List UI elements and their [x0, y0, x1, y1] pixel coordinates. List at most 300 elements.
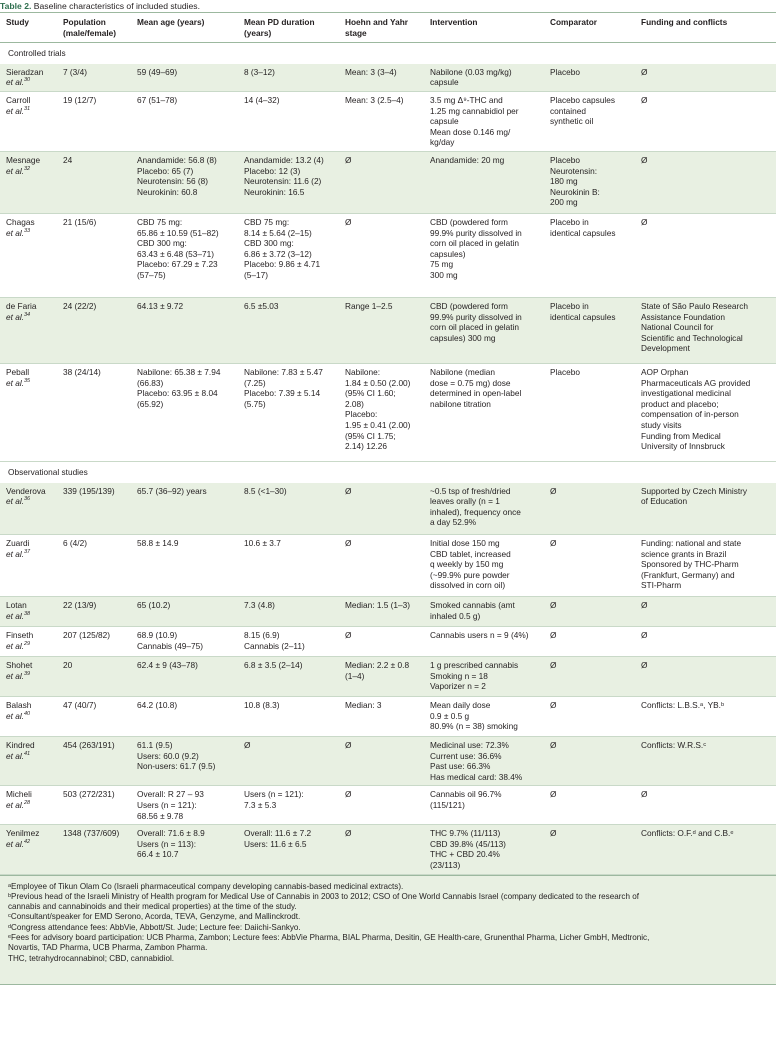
table-cell	[424, 825, 544, 874]
cell-line: 3.5 mg Δ⁹-THC and	[430, 94, 503, 105]
cell-line: 20	[63, 660, 73, 671]
cell-line: synthetic oil	[550, 116, 594, 127]
reference-number: 31	[24, 105, 31, 112]
cell-line: 207 (125/82)	[63, 630, 111, 641]
etal-text: et al.	[6, 610, 24, 621]
reference-number: 33	[24, 227, 31, 234]
cell-line: 24 (22/2)	[63, 300, 97, 311]
reference-number: 35	[24, 377, 31, 384]
cell-line: 14 (4–32)	[244, 94, 280, 105]
header-row	[0, 13, 776, 43]
cell-line: Ø	[244, 740, 251, 751]
cell-line: Ø	[345, 154, 352, 165]
table-cell	[339, 786, 424, 825]
table-cell	[131, 64, 238, 92]
cell-line: Ø	[641, 154, 648, 165]
table-cell	[635, 597, 776, 627]
table-cell	[238, 825, 339, 874]
col-header: Comparator	[544, 13, 635, 43]
study-cell	[0, 483, 57, 535]
reference-number: 28	[24, 800, 31, 807]
cell-line: Mean dose 0.146 mg/	[430, 126, 511, 137]
cell-line: Sponsored by THC-Pharm	[641, 559, 739, 570]
etal-text: et al.	[6, 800, 24, 811]
cell-line: 62.4 ± 9 (43–78)	[137, 660, 198, 671]
cell-line: THC 9.7% (11/113)	[430, 828, 501, 839]
cell-line: 1.25 mg cannabidiol per	[430, 105, 519, 116]
table-cell	[635, 535, 776, 597]
etal-text: et al.	[6, 227, 24, 238]
study-cell	[0, 627, 57, 657]
cell-line: compensation of in-person	[641, 409, 739, 420]
cell-line: Cannabis (49–75)	[137, 640, 203, 651]
cell-line: 8.5 (<1–30)	[244, 485, 287, 496]
table-cell	[131, 786, 238, 825]
cell-line: Cannabis oil 96.7%	[430, 789, 502, 800]
col-header: Funding and conflicts	[635, 13, 776, 43]
cell-line: Assistance Foundation	[641, 311, 725, 322]
cell-line: Ø	[345, 740, 352, 751]
etal-text: et al.	[6, 838, 24, 849]
cell-line: 65 (10.2)	[137, 600, 171, 611]
table-cell	[131, 297, 238, 363]
cell-line: Anandamide: 20 mg	[430, 154, 505, 165]
cell-line: 66.4 ± 10.7	[137, 849, 179, 860]
section-title: Controlled trials	[8, 48, 66, 59]
table-cell	[57, 697, 131, 737]
table-cell	[131, 627, 238, 657]
reference-number: 42	[24, 839, 31, 846]
table-row	[0, 786, 776, 825]
col-header: Hoehn and Yahr stage	[339, 13, 424, 43]
cell-line: 6.8 ± 3.5 (2–14)	[244, 660, 303, 671]
cell-line: dose = 0.75 mg) dose	[430, 377, 511, 388]
table-cell	[544, 64, 635, 92]
cell-line: Users: 11.6 ± 6.5	[244, 838, 307, 849]
cell-line: identical capsules	[550, 227, 616, 238]
cell-line: 1.95 ± 0.41 (2.00)	[345, 419, 411, 430]
cell-line: Supported by Czech Ministry	[641, 485, 748, 496]
study-name: Zuardi	[6, 538, 30, 549]
table-footnotes	[0, 875, 776, 985]
table-cell	[424, 535, 544, 597]
cell-line: capsule	[430, 116, 459, 127]
table-cell	[238, 597, 339, 627]
cell-line: Ø	[345, 485, 352, 496]
study-etal	[6, 711, 51, 722]
table-cell	[238, 535, 339, 597]
table-cell	[544, 213, 635, 297]
cell-line: Neurokinin: 16.5	[244, 186, 305, 197]
col-header: Study	[0, 13, 57, 43]
cell-line: Users: 60.0 (9.2)	[137, 750, 199, 761]
cell-line: dissolved in corn oil)	[430, 580, 506, 591]
col-header: Mean PD duration (years)	[238, 13, 339, 43]
section-title: Observational studies	[8, 466, 88, 477]
cell-line: Ø	[345, 216, 352, 227]
cell-line: capsules) 300 mg	[430, 332, 496, 343]
cell-line: ~0.5 tsp of fresh/dried	[430, 485, 511, 496]
table-cell	[544, 363, 635, 461]
cell-line: (23/113)	[430, 860, 461, 870]
table-cell	[238, 483, 339, 535]
table-row	[0, 363, 776, 461]
cell-line: Placebo capsules	[550, 94, 616, 105]
etal-text: et al.	[6, 750, 24, 761]
table-cell	[635, 483, 776, 535]
reference-number: 36	[24, 496, 31, 503]
cell-line: Cannabis (2–11)	[244, 640, 305, 651]
table-cell	[238, 363, 339, 461]
study-etal	[6, 751, 51, 762]
reference-number: 37	[24, 548, 31, 555]
study-name: Balash	[6, 700, 32, 711]
table-caption	[0, 0, 776, 12]
cell-line: CBD 300 mg:	[244, 238, 294, 249]
cell-line: 75 mg	[430, 259, 454, 270]
cell-line: Users (n = 121):	[244, 789, 304, 800]
cell-line: Ø	[550, 630, 557, 641]
cell-line: 503 (272/231)	[63, 789, 115, 800]
table-cell	[57, 825, 131, 874]
cell-line: 7.3 ± 5.3	[244, 800, 277, 811]
cell-line: (65.92)	[137, 398, 164, 409]
table-cell	[424, 597, 544, 627]
table-cell	[339, 825, 424, 874]
cell-line: Nabilone: 65.38 ± 7.94	[137, 366, 221, 377]
table-cell	[544, 151, 635, 213]
study-cell	[0, 535, 57, 597]
table-cell	[635, 91, 776, 151]
cell-line: Median: 2.2 ± 0.8	[345, 660, 410, 671]
study-etal	[6, 166, 51, 177]
study-cell	[0, 213, 57, 297]
table-cell	[635, 697, 776, 737]
cell-line: 67 (51–78)	[137, 94, 178, 105]
footnote: cannabis and cannabinoids and their medical properties) at the time of the study.	[8, 902, 297, 912]
table-cell	[131, 535, 238, 597]
cell-line: Placebo in	[550, 300, 589, 311]
study-name: Kindred	[6, 740, 35, 751]
cell-line: Ø	[641, 789, 648, 800]
study-cell	[0, 737, 57, 786]
cell-line: q weekly by 150 mg	[430, 559, 504, 570]
cell-line: contained	[550, 105, 586, 116]
reference-number: 32	[24, 165, 31, 172]
cell-line: Conflicts: O.F.ᵈ and C.B.ᵉ	[641, 828, 734, 839]
cell-line: 80.9% (n = 38) smoking	[430, 721, 518, 732]
table-cell	[57, 91, 131, 151]
etal-text: et al.	[6, 710, 24, 721]
footnote: ᵃEmployee of Tikun Olam Co (Israeli pharmaceutical company developing cannabis-based medicinal extracts).	[8, 881, 404, 891]
cell-line: Ø	[550, 700, 557, 711]
cell-line: Range 1–2.5	[345, 300, 393, 311]
table-cell	[131, 657, 238, 697]
cell-line: Conflicts: W.R.S.ᶜ	[641, 740, 707, 751]
cell-line: 99.9% purity dissolved in	[430, 227, 522, 238]
study-name: de Faria	[6, 300, 37, 311]
study-cell	[0, 786, 57, 825]
table-body	[0, 43, 776, 874]
cell-line: identical capsules	[550, 311, 616, 322]
table-cell	[635, 737, 776, 786]
table-cell	[635, 64, 776, 92]
study-etal	[6, 800, 51, 811]
table-cell	[339, 151, 424, 213]
cell-line: Ø	[641, 94, 648, 105]
table-cell	[131, 91, 238, 151]
table-cell	[131, 151, 238, 213]
cell-line: Nabilone (median	[430, 366, 496, 377]
cell-line: Overall: 11.6 ± 7.2	[244, 828, 312, 839]
table-cell	[238, 91, 339, 151]
cell-line: 2.14) 12.26	[345, 441, 387, 452]
table-cell	[131, 213, 238, 297]
cell-line: (115/121)	[430, 800, 465, 811]
cell-line: STI-Pharm	[641, 580, 682, 591]
etal-text: et al.	[6, 548, 24, 559]
table-row	[0, 297, 776, 363]
study-name: Shohet	[6, 660, 33, 671]
cell-line: Neurotensin:	[550, 165, 598, 176]
cell-line: Ø	[345, 630, 352, 641]
cell-line: 180 mg	[550, 176, 578, 187]
etal-text: et al.	[6, 640, 24, 651]
cell-line: Ø	[550, 740, 557, 751]
study-etal	[6, 611, 51, 622]
cell-line: Scientific and Technological	[641, 332, 743, 343]
table-cell	[238, 697, 339, 737]
footnote: ᵈCongress attendance fees: AbbVie, Abbott/St. Jude; Lecture fee: Daiichi-Sankyo.	[8, 922, 301, 932]
cell-line: 7.3 (4.8)	[244, 600, 275, 611]
etal-text: et al.	[6, 670, 24, 681]
table-cell	[131, 363, 238, 461]
footnote: Novartis, TAD Pharma, UCB Pharma, Zambon Pharma.	[8, 943, 208, 953]
study-name: Venderova	[6, 485, 46, 496]
table-cell	[57, 627, 131, 657]
cell-line: 68.56 ± 9.78	[137, 810, 184, 821]
study-name: Peball	[6, 366, 30, 377]
cell-line: 8.15 (6.9)	[244, 630, 280, 641]
cell-line: Funding: national and state	[641, 538, 742, 549]
cell-line: Smoked cannabis (amt	[430, 600, 515, 611]
cell-line: Development	[641, 343, 690, 354]
table-cell	[131, 737, 238, 786]
table-cell	[424, 151, 544, 213]
cell-line: University of Innsbruck	[641, 441, 725, 452]
cell-line: CBD 39.8% (45/113)	[430, 838, 506, 849]
table-cell	[635, 213, 776, 297]
cell-line: Pharmaceuticals AG provided	[641, 377, 751, 388]
study-etal	[6, 549, 51, 560]
table-cell	[57, 363, 131, 461]
cell-line: corn oil placed in gelatin	[430, 238, 520, 249]
table-cell	[635, 786, 776, 825]
etal-text: et al.	[6, 496, 24, 507]
cell-line: 2.08)	[345, 398, 364, 409]
table-cell	[238, 627, 339, 657]
table-cell	[57, 786, 131, 825]
table-cell	[339, 697, 424, 737]
cell-line: Ø	[550, 538, 557, 549]
cell-line: Ø	[641, 630, 648, 641]
study-cell	[0, 363, 57, 461]
cell-line: product and placebo;	[641, 398, 719, 409]
cell-line: 22 (13/9)	[63, 600, 97, 611]
table-cell	[339, 597, 424, 627]
table-cell	[424, 363, 544, 461]
cell-line: 0.9 ± 0.5 g	[430, 710, 470, 721]
cell-line: science grants in Brazil	[641, 548, 727, 559]
cell-line: 1 g prescribed cannabis	[430, 660, 519, 671]
cell-line: Ø	[550, 660, 557, 671]
study-name: Mesnage	[6, 154, 41, 165]
cell-line: THC + CBD 20.4%	[430, 849, 500, 860]
table-label: Table 2.	[0, 1, 32, 11]
cell-line: Nabilone:	[345, 366, 381, 377]
cell-line: capsules)	[430, 248, 466, 259]
table-row	[0, 697, 776, 737]
cell-line: 65.86 ± 10.59 (51–82)	[137, 227, 219, 238]
cell-line: CBD (powdered form	[430, 300, 508, 311]
table-cell	[57, 483, 131, 535]
table-cell	[238, 297, 339, 363]
table-cell	[339, 363, 424, 461]
cell-line: AOP Orphan	[641, 366, 689, 377]
cell-line: inhaled), frequency once	[430, 506, 521, 517]
table-row	[0, 213, 776, 297]
cell-line: study visits	[641, 419, 682, 430]
study-name: Micheli	[6, 789, 32, 800]
etal-text: et al.	[6, 165, 24, 176]
table-cell	[424, 483, 544, 535]
table-cell	[424, 697, 544, 737]
reference-number: 29	[24, 640, 31, 647]
study-cell	[0, 91, 57, 151]
study-name: Lotan	[6, 600, 27, 611]
cell-line: kg/day	[430, 137, 455, 148]
cell-line: Placebo: 65 (7)	[137, 165, 194, 176]
cell-line: 24	[63, 154, 73, 165]
cell-line: Anandamide: 13.2 (4)	[244, 154, 324, 165]
table-cell	[339, 627, 424, 657]
table-cell	[544, 91, 635, 151]
table-cell	[424, 627, 544, 657]
cell-line: Placebo: 7.39 ± 5.14	[244, 388, 321, 399]
col-header: Intervention	[424, 13, 544, 43]
study-etal	[6, 496, 51, 507]
cell-line: CBD tablet, increased	[430, 548, 511, 559]
table-cell	[635, 297, 776, 363]
table-cell	[635, 363, 776, 461]
cell-line: Anandamide: 56.8 (8)	[137, 154, 217, 165]
cell-line: of Education	[641, 496, 688, 507]
table-cell	[131, 483, 238, 535]
cell-line: 1348 (737/609)	[63, 828, 120, 839]
reference-number: 30	[24, 77, 31, 84]
table-row	[0, 64, 776, 92]
table-cell	[544, 825, 635, 874]
cell-line: Placebo	[550, 154, 580, 165]
study-name: Carroll	[6, 94, 31, 105]
cell-line: Vaporizer n = 2	[430, 681, 486, 692]
cell-line: Mean daily dose	[430, 700, 491, 711]
cell-line: 38 (24/14)	[63, 366, 101, 377]
cell-line: nabilone titration	[430, 398, 491, 409]
footnote: ᵇPrevious head of the Israeli Ministry of Health program for Medical Use of Cannabis in 2003 to 2012; CSO of One World Cannabis Israel (company dedicated to the research of	[8, 891, 639, 901]
reference-number: 40	[24, 710, 31, 717]
cell-line: Ø	[345, 538, 352, 549]
cell-line: Neurokinin B:	[550, 186, 600, 197]
cell-line: Placebo	[550, 366, 580, 377]
study-etal	[6, 641, 51, 652]
table-cell	[339, 91, 424, 151]
cell-line: Users (n = 113):	[137, 838, 197, 849]
cell-line: (Frankfurt, Germany) and	[641, 569, 735, 580]
study-cell	[0, 657, 57, 697]
table-cell	[544, 697, 635, 737]
cell-line: 200 mg	[550, 197, 578, 208]
table-row	[0, 825, 776, 874]
table-cell	[238, 64, 339, 92]
table-cell	[424, 737, 544, 786]
table-row	[0, 657, 776, 697]
table-cell	[544, 737, 635, 786]
cell-line: Ø	[550, 789, 557, 800]
cell-line: inhaled 0.5 g)	[430, 610, 481, 621]
cell-line: Placebo: 67.29 ± 7.23	[137, 259, 218, 270]
cell-line: CBD 300 mg:	[137, 238, 187, 249]
table-row	[0, 627, 776, 657]
cell-line: determined in open-label	[430, 388, 522, 399]
table-cell	[339, 483, 424, 535]
table-cell	[544, 535, 635, 597]
col-header: Population (male/female)	[57, 13, 131, 43]
table-cell	[635, 825, 776, 874]
cell-line: Median: 3	[345, 700, 382, 711]
reference-number: 34	[24, 311, 31, 318]
study-name: Chagas	[6, 216, 35, 227]
table-row	[0, 91, 776, 151]
cell-line: (95% CI 1.60;	[345, 388, 396, 399]
table-cell	[424, 64, 544, 92]
table-title: Baseline characteristics of included studies.	[33, 1, 200, 11]
cell-line: Placebo in	[550, 216, 589, 227]
table-row	[0, 483, 776, 535]
table-cell	[57, 657, 131, 697]
study-name: Finseth	[6, 630, 34, 641]
table-cell	[544, 483, 635, 535]
cell-line: 68.9 (10.9)	[137, 630, 178, 641]
cell-line: Ø	[550, 600, 557, 611]
cell-line: 7 (3/4)	[63, 66, 87, 77]
table-cell	[57, 213, 131, 297]
cell-line: Ø	[550, 485, 557, 496]
table-cell	[424, 297, 544, 363]
cell-line: 454 (263/191)	[63, 740, 115, 751]
table-cell	[57, 64, 131, 92]
cell-line: (5–17)	[244, 269, 268, 280]
cell-line: 19 (12/7)	[63, 94, 97, 105]
cell-line: Ø	[641, 66, 648, 77]
cell-line: Overall: 71.6 ± 8.9	[137, 828, 205, 839]
cell-line: 61.1 (9.5)	[137, 740, 173, 751]
table-cell	[635, 627, 776, 657]
study-etal	[6, 77, 51, 88]
cell-line: State of São Paulo Research	[641, 300, 749, 311]
reference-number: 39	[24, 670, 31, 677]
cell-line: capsule	[430, 77, 459, 88]
